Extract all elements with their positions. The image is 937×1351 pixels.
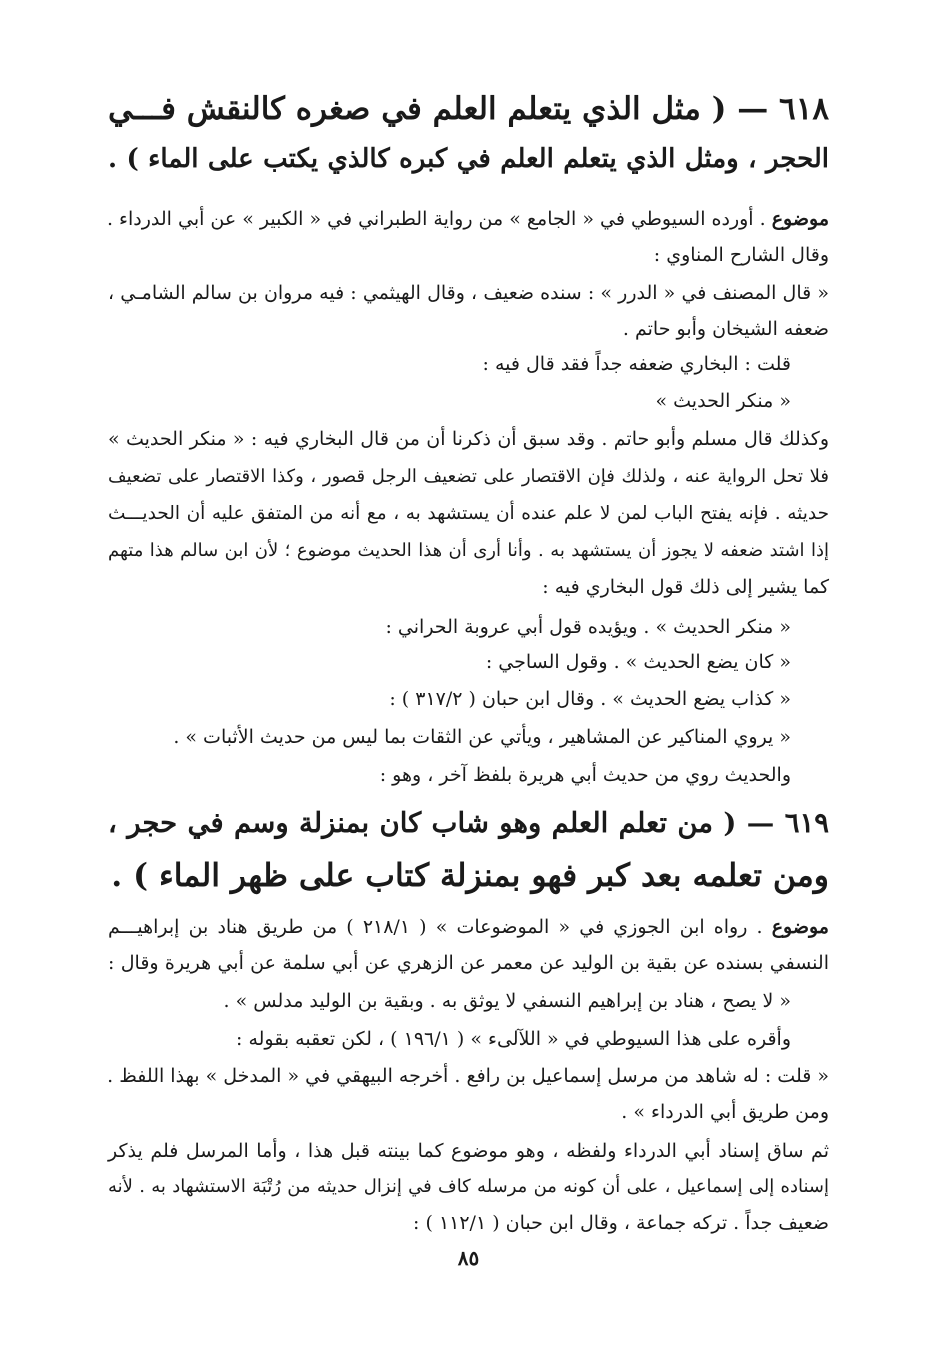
hadith-618-heading-line-2: الحجر ، ومثل الذي يتعلم العلم في كبره كالذي يكتب على الماء ) . <box>108 144 829 174</box>
hadith-619-body-line-7: ثم ساق إسناد أبي الدرداء ولفظه ، وهو موضوع كما بينته قبل هذا ، وأما المرسل فلم يذكر <box>108 1140 829 1162</box>
hadith-619-body-line-6: ومن طريق أبي الدرداء » . <box>621 1101 829 1123</box>
hadith-619-body-line-8: إسناده إلى إسماعيل ، على أن كونه من مرسله كاف في إنزال حديثه من رُتْبَة الاستشهاد به . لأنه <box>108 1176 829 1197</box>
hadith-618-body-line-7: وكذلك قال مسلم وأبو حاتم . وقد سبق أن ذكرنا أن من قال البخاري فيه : « منكر الحديث » <box>108 428 829 450</box>
hadith-619-body-line-5: « قلت : له شاهد من مرسل إسماعيل بن رافع . أخرجه البيهقي في « المدخل » بهذا اللفظ . <box>107 1065 829 1087</box>
hadith-619-heading-line-2: ومن تعلمه بعد كبر فهو بمنزلة كتاب على ظهر الماء ) . <box>111 857 829 894</box>
hadith-618-body-line-1 <box>107 210 829 229</box>
hadith-618-body-line-2: وقال الشارح المناوي : <box>653 244 829 266</box>
hadith-618-heading-line-1: ٦١٨ — ( مثل الذي يتعلم العلم في صغره كالنقش فـــي <box>108 91 829 127</box>
verdict-label: موضوع <box>771 916 829 938</box>
hadith-618-body-line-4: ضعفه الشيخان وأبو حاتم . <box>622 318 829 340</box>
verdict-text: . رواه ابن الجوزي في « الموضوعات » ( ٢١٨/١ ) من طريق هناد بن إبراهيـــم <box>108 916 763 938</box>
page-number: ٨٥ <box>457 1246 480 1270</box>
hadith-618-body-line-11: كما يشير إلى ذلك قول البخاري فيه : <box>542 576 829 598</box>
hadith-619-body-line-3: « لا يصح ، هناد بن إبراهيم النسفي لا يوثق به . وبقية بن الوليد مدلس » . <box>223 990 791 1012</box>
hadith-619-body-line-1 <box>108 918 829 937</box>
hadith-619-body-line-2: النسفي بسنده عن بقية بن الوليد عن معمر عن الزهري عن أبي سلمة عن أبي هريرة وقال : <box>108 952 829 974</box>
hadith-619-body-line-4: وأقره على هذا السيوطي في « اللآلىء » ( ١٩٦/١ ) ، لكن تعقبه بقوله : <box>236 1028 791 1050</box>
hadith-618-body-line-12: « منكر الحديث » . ويؤيده قول أبي عروبة الحراني : <box>385 616 791 638</box>
hadith-618-body-line-10: إذا اشتد ضعفه لا يجوز أن يستشهد به . وأنا أرى أن هذا الحديث موضوع ؛ لأن ابن سالم هذا متهم <box>108 540 829 561</box>
hadith-618-body-line-13: « كان يضع الحديث » . وقول الساجي : <box>485 651 791 673</box>
hadith-618-body-line-16: والحديث روي من حديث أبي هريرة بلفظ آخر ، وهو : <box>379 764 791 786</box>
hadith-618-body-line-8: فلا تحل الرواية عنه ، ولذلك فإن الاقتصار على تضعيف الرجل قصور ، وكذا الاقتصار على تضعيف <box>108 466 829 487</box>
verdict-label: موضوع <box>771 208 829 230</box>
hadith-619-body-line-9: ضعيف جداً . تركه جماعة ، وقال ابن حبان ( ١١٢/١ ) : <box>413 1212 829 1234</box>
hadith-618-body-line-9: حديثه . فإنه يفتح الباب لمن لا علم عنده أن يستشهد به ، مع أنه من المتفق عليه أن الحديـــث <box>108 503 829 524</box>
hadith-618-body-line-15: « يروي المناكير عن المشاهير ، ويأتي عن الثقات بما ليس من حديث الأثبات » . <box>173 726 791 748</box>
hadith-618-body-line-14: « كذاب يضع الحديث » . وقال ابن حبان ( ٣١٧/٢ ) : <box>389 688 791 710</box>
verdict-text: . أورده السيوطي في « الجامع » من رواية الطبراني في « الكبير » عن أبي الدرداء . <box>106 208 766 230</box>
hadith-618-body-line-3: « قال المصنف في « الدرر » : سنده ضعيف ، وقال الهيثمي : فيه مروان بن سالم الشامـي ، <box>108 282 829 304</box>
hadith-619-heading-line-1: ٦١٩ — ( من تعلم العلم وهو شاب كان بمنزلة وسم في حجر ، <box>108 807 829 839</box>
hadith-618-body-line-6: « منكر الحديث » <box>655 390 791 412</box>
hadith-618-body-line-5: قلت : البخاري ضعفه جداً فقد قال فيه : <box>482 353 791 375</box>
